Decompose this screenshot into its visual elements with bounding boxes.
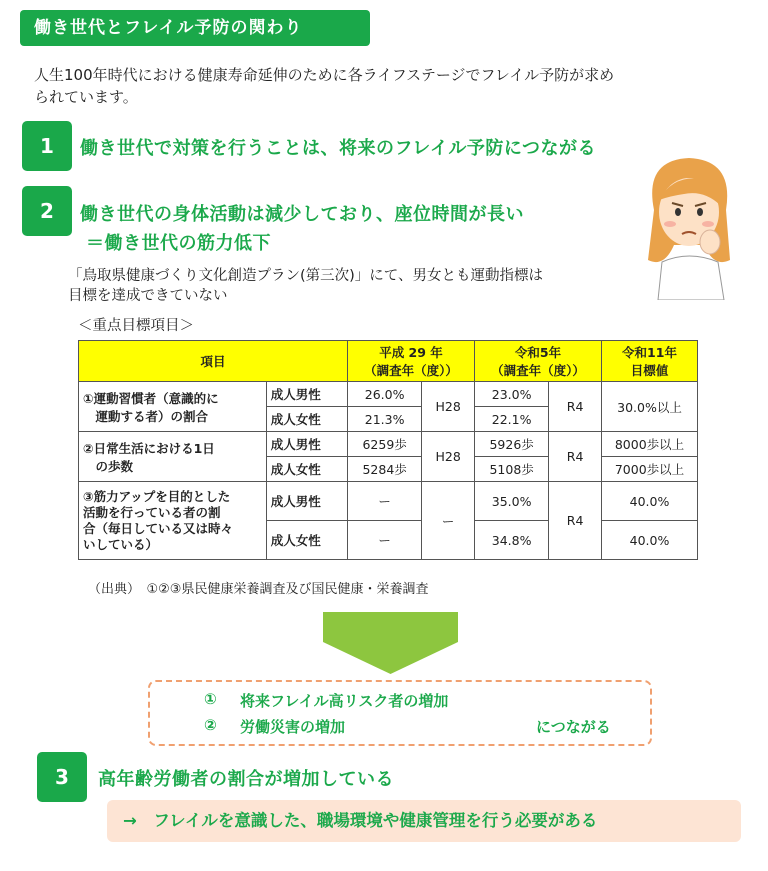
- intro-line-2: られています。: [34, 88, 138, 106]
- row-2-h29-male: 6259歩: [348, 432, 422, 457]
- row-3-female: 成人女性: [266, 521, 347, 560]
- table-row: [79, 432, 698, 457]
- row-2-male: 成人男性: [266, 432, 347, 457]
- header-r11: [602, 341, 698, 382]
- row-3-male: 成人男性: [266, 482, 347, 521]
- row-3-label-line-3: 合（毎日している又は時々: [83, 520, 234, 536]
- point-2-note-line-1: 「鳥取県健康づくり文化創造プラン(第三次)」にて、男女とも運動指標は: [68, 268, 544, 284]
- row-3-label-line-2: 活動を行っている者の割: [83, 504, 221, 520]
- row-2-r5-year: R4: [549, 432, 602, 482]
- header-r5-note: （調査年（度））: [491, 363, 585, 378]
- row-3-target-male: 40.0%: [602, 482, 698, 521]
- row-3-label: [79, 482, 267, 560]
- row-1-female: 成人女性: [266, 407, 347, 432]
- down-arrow-icon: [323, 612, 458, 674]
- section-label: ＜重点目標項目＞: [78, 318, 194, 334]
- row-1-male: 成人男性: [266, 382, 347, 407]
- row-2-target-female: 7000歩以上: [602, 457, 698, 482]
- row-1-r5-year: R4: [549, 382, 602, 432]
- row-3-r5-female: 34.8%: [475, 521, 549, 560]
- point-2-note-line-2: 目標を達成できていない: [68, 288, 228, 304]
- row-3-label-line-4: いしている）: [83, 536, 159, 552]
- row-2-label-line-2: の歩数: [83, 458, 134, 474]
- point-1-number: 1: [22, 121, 72, 171]
- header-h29-note: （調査年（度））: [364, 363, 458, 378]
- result-1-number: ①: [204, 690, 217, 708]
- target-table: [78, 340, 698, 560]
- point-1-heading: 働き世代で対策を行うことは、将来のフレイル予防につながる: [80, 138, 597, 159]
- header-r5: [475, 341, 602, 382]
- row-2-target-male: 8000歩以上: [602, 432, 698, 457]
- row-1-h29-male: 26.0%: [348, 382, 422, 407]
- point-2-note: [68, 266, 543, 306]
- table-row: [79, 482, 698, 521]
- row-3-h29-year: ー: [422, 482, 475, 560]
- row-1-label-line-2: 運動する者）の割合: [83, 408, 209, 424]
- row-3-target-female: 40.0%: [602, 521, 698, 560]
- header-r11-note: 目標値: [630, 363, 669, 378]
- row-1-label: [79, 382, 267, 432]
- point-2-heading-1: 働き世代の身体活動は減少しており、座位時間が長い: [80, 204, 524, 225]
- result-2-text: 労働災害の増加: [240, 718, 346, 736]
- row-1-r5-female: 22.1%: [475, 407, 549, 432]
- table-row: [79, 382, 698, 407]
- point-3-heading: 高年齢労働者の割合が増加している: [98, 769, 394, 790]
- row-2-label-line-1: ②日常生活における1日: [83, 440, 215, 456]
- row-2-r5-female: 5108歩: [475, 457, 549, 482]
- results-tail: につながる: [536, 718, 611, 736]
- header-h29: [348, 341, 475, 382]
- intro-text: [34, 64, 734, 108]
- row-2-r5-male: 5926歩: [475, 432, 549, 457]
- row-3-label-line-1: ③筋力アップを目的とした: [83, 488, 231, 504]
- row-3-h29-female: ー: [348, 521, 422, 560]
- page-title: 働き世代とフレイル予防の関わり: [20, 10, 370, 46]
- row-2-female: 成人女性: [266, 457, 347, 482]
- source-note: （出典） ①②③県民健康栄養調査及び国民健康・栄養調査: [88, 582, 429, 597]
- row-2-h29-female: 5284歩: [348, 457, 422, 482]
- row-1-label-line-1: ①運動習慣者（意識的に: [83, 390, 219, 406]
- row-3-r5-year: R4: [549, 482, 602, 560]
- row-3-h29-male: ー: [348, 482, 422, 521]
- row-2-label: [79, 432, 267, 482]
- header-h29-year: 平成 29 年: [379, 345, 443, 360]
- row-2-h29-year: H28: [422, 432, 475, 482]
- row-1-h29-female: 21.3%: [348, 407, 422, 432]
- row-1-r5-male: 23.0%: [475, 382, 549, 407]
- row-3-r5-male: 35.0%: [475, 482, 549, 521]
- point-2-heading-2: ＝働き世代の筋力低下: [86, 233, 271, 254]
- header-r5-year: 令和5年: [514, 345, 562, 360]
- header-r11-year: 令和11年: [622, 345, 677, 360]
- point-3-number: 3: [37, 752, 87, 802]
- table-header-row: [79, 341, 698, 382]
- result-1-text: 将来フレイル高リスク者の増加: [240, 692, 449, 710]
- row-1-target: 30.0%以上: [602, 382, 698, 432]
- row-1-h29-year: H28: [422, 382, 475, 432]
- header-item: 項目: [79, 341, 348, 382]
- conclusion-banner: → フレイルを意識した、職場環境や健康管理を行う必要がある: [107, 800, 741, 842]
- intro-line-1: 人生100年時代における健康寿命延伸のために各ライフステージでフレイル予防が求め: [34, 66, 615, 84]
- worried-woman-illustration: [634, 150, 744, 300]
- result-2-number: ②: [204, 716, 217, 734]
- point-2-number: 2: [22, 186, 72, 236]
